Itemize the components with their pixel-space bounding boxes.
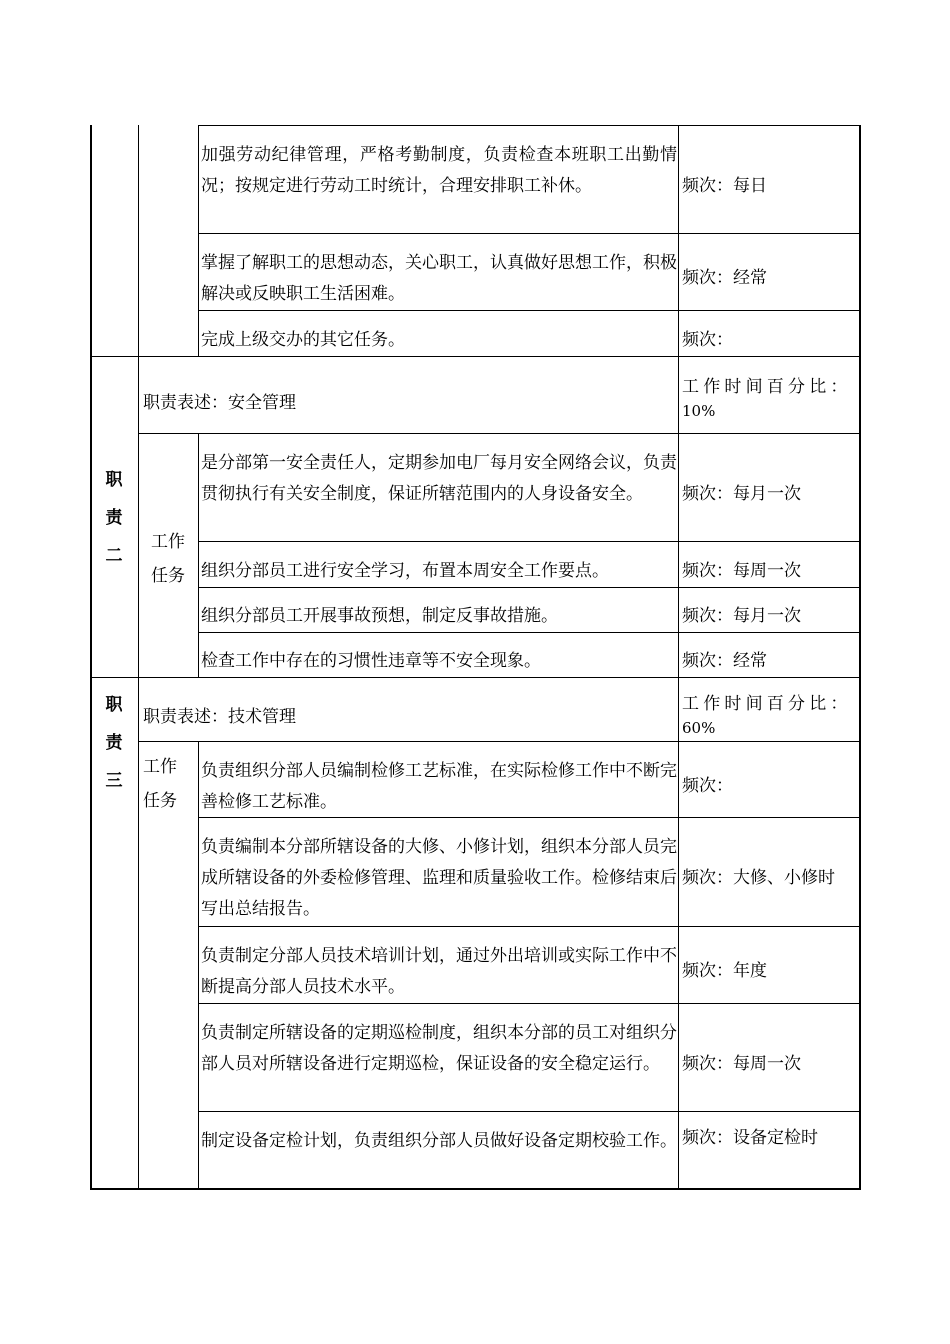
row-line <box>90 356 860 357</box>
percent-value: 60% <box>682 719 716 737</box>
duty3-work-tasks-label <box>143 750 177 818</box>
table-col-divider-2c <box>198 741 199 1190</box>
task-frequency: 频次：每周一次 <box>682 1054 801 1074</box>
table-right-border <box>859 125 861 1190</box>
task-text: 组织分部员工进行安全学习，布置本周安全工作要点。 <box>201 561 609 581</box>
work-label-line: 工作 <box>143 757 177 777</box>
task-text: 检查工作中存在的习惯性违章等不安全现象。 <box>201 651 541 671</box>
row-line <box>198 1003 860 1004</box>
row-line <box>90 677 860 678</box>
row-line <box>138 741 860 742</box>
task-text: 完成上级交办的其它任务。 <box>201 330 405 350</box>
duty2-time-percent <box>682 375 854 423</box>
percent-value: 10% <box>682 402 716 420</box>
row-line <box>198 233 860 234</box>
table-col-divider-2a <box>198 125 199 356</box>
row-line <box>198 125 860 126</box>
work-label-line: 任务 <box>151 566 185 586</box>
row-line <box>198 632 860 633</box>
table-col-divider-2b <box>198 433 199 677</box>
duty2-label <box>101 461 127 575</box>
task-text: 负责编制本分部所辖设备的大修、小修计划，组织本分部人员完成所辖设备的外委检修管理、监理和质量验收工作。检修结束后写出总结报告。 <box>201 837 677 919</box>
row-line <box>198 587 860 588</box>
row-line <box>198 926 860 927</box>
row-line <box>198 310 860 311</box>
task-frequency: 频次：每月一次 <box>682 606 801 626</box>
percent-label: 工作时间百分比： <box>682 694 852 714</box>
percent-label: 工作时间百分比： <box>682 377 852 397</box>
task-text: 负责制定分部人员技术培训计划，通过外出培训或实际工作中不断提高分部人员技术水平。 <box>201 946 677 997</box>
task-frequency: 频次： <box>682 330 733 350</box>
task-frequency: 频次：每日 <box>682 176 767 196</box>
duty2-label-char: 二 <box>105 546 123 566</box>
row-line <box>198 1111 860 1112</box>
work-label-line: 工作 <box>151 532 185 552</box>
duty2-work-tasks-label <box>151 525 185 593</box>
table-col-divider-1 <box>138 125 139 1190</box>
task-frequency: 频次：经常 <box>682 651 767 671</box>
task-text: 负责制定所辖设备的定期巡检制度，组织本分部的员工对组织分部人员对所辖设备进行定期巡检，保证设备的安全稳定运行。 <box>201 1023 677 1074</box>
duty3-description: 职责表述：技术管理 <box>143 707 296 727</box>
task-frequency: 频次：每月一次 <box>682 484 801 504</box>
task-text: 掌握了解职工的思想动态，关心职工，认真做好思想工作，积极解决或反映职工生活困难。 <box>201 253 677 304</box>
task-text: 负责组织分部人员编制检修工艺标准，在实际检修工作中不断完善检修工艺标准。 <box>201 761 677 812</box>
table-col-divider-3 <box>678 125 679 1190</box>
duty2-label-char: 责 <box>105 508 123 528</box>
duty2-description: 职责表述：安全管理 <box>143 393 296 413</box>
duty2-label-char: 职 <box>105 470 123 490</box>
task-frequency: 频次：经常 <box>682 268 767 288</box>
task-text: 是分部第一安全责任人，定期参加电厂每月安全网络会议，负责贯彻执行有关安全制度，保证所辖范围内的人身设备安全。 <box>201 453 677 504</box>
task-text: 加强劳动纪律管理，严格考勤制度，负责检查本班职工出勤情况；按规定进行劳动工时统计，合理安排职工补休。 <box>201 145 677 196</box>
task-frequency: 频次：大修、小修时 <box>682 868 835 888</box>
task-text: 制定设备定检计划，负责组织分部人员做好设备定期校验工作。 <box>201 1131 677 1151</box>
task-text: 组织分部员工开展事故预想，制定反事故措施。 <box>201 606 558 626</box>
duty3-time-percent <box>682 692 854 740</box>
row-line <box>198 541 860 542</box>
duty3-label <box>101 686 127 800</box>
table-left-border <box>90 125 92 1190</box>
task-frequency: 频次： <box>682 776 733 796</box>
task-frequency: 频次：每周一次 <box>682 561 801 581</box>
duty3-label-char: 责 <box>105 733 123 753</box>
duty3-label-char: 职 <box>105 695 123 715</box>
task-frequency: 频次：设备定检时 <box>682 1128 818 1148</box>
row-line <box>138 433 860 434</box>
task-frequency: 频次：年度 <box>682 961 767 981</box>
table-bottom-border <box>90 1188 861 1190</box>
duty3-label-char: 三 <box>105 771 123 791</box>
work-label-line: 任务 <box>143 791 177 811</box>
